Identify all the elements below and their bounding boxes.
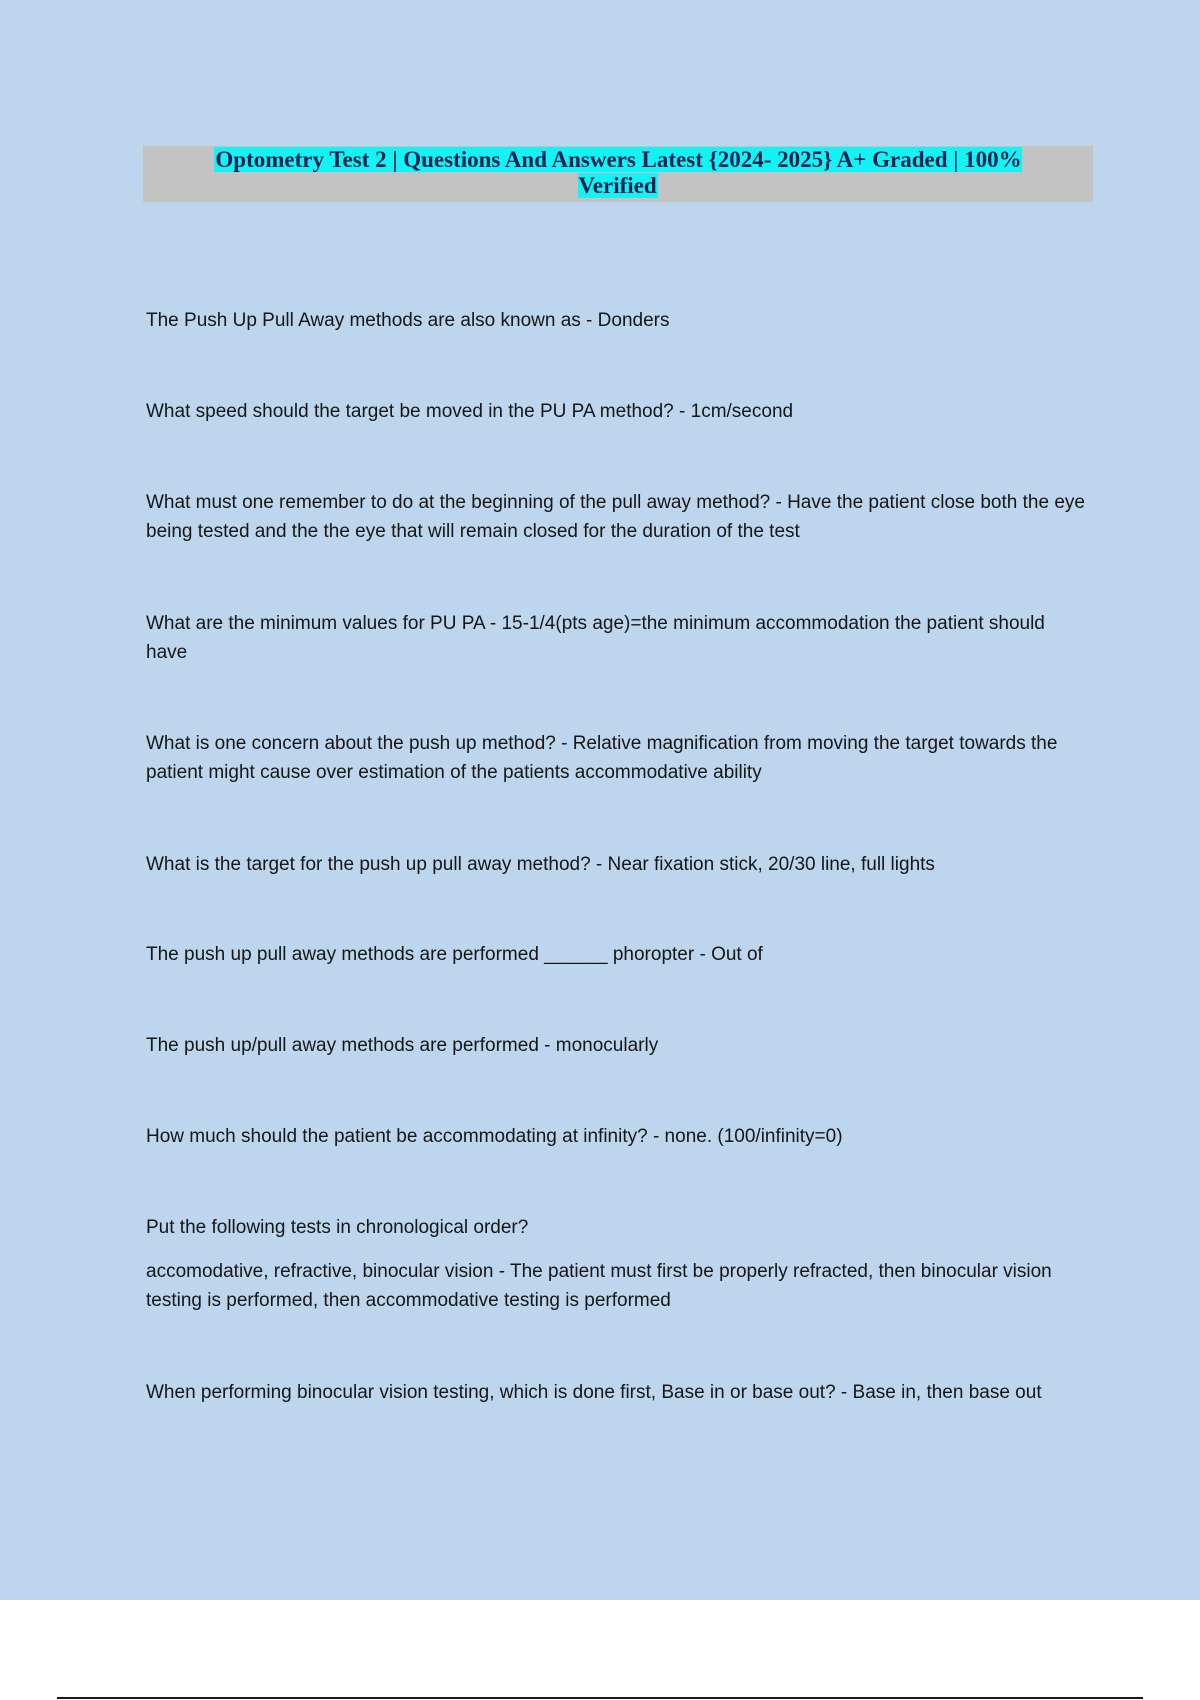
qa-item-4: What are the minimum values for PU PA - 15-1/4(pts age)=the minimum accommodation the patient should have bbox=[146, 613, 1045, 663]
qa-item-1: The Push Up Pull Away methods are also known as - Donders bbox=[146, 310, 670, 331]
qa-item-11: When performing binocular vision testing, which is done first, Base in or base out? - Base in, then base out bbox=[146, 1382, 1042, 1403]
qa-item-8: The push up/pull away methods are performed - monocularly bbox=[146, 1035, 659, 1056]
qa-item-3: What must one remember to do at the beginning of the pull away method? - Have the patient close both the eye being tested and the the eye that will remain closed for the duration of the test bbox=[146, 492, 1085, 542]
qa-item-2: What speed should the target be moved in the PU PA method? - 1cm/second bbox=[146, 401, 794, 422]
qa-item-6: What is the target for the push up pull away method? - Near fixation stick, 20/30 line, full lights bbox=[146, 854, 935, 875]
qa-item-7: The push up pull away methods are performed ______ phoropter - Out of bbox=[146, 944, 763, 965]
footer-divider bbox=[57, 1697, 1143, 1699]
qa-item-10-answer: accomodative, refractive, binocular vision - The patient must first be properly refracted, then binocular vision testing is performed, then accommodative testing is performed bbox=[146, 1261, 1052, 1311]
document-title: Optometry Test 2 | Questions And Answers Latest {2024- 2025} A+ Graded | 100% Verified bbox=[215, 147, 1022, 198]
qa-item-9: How much should the patient be accommodating at infinity? - none. (100/infinity=0) bbox=[146, 1126, 843, 1147]
qa-item-5: What is one concern about the push up method? - Relative magnification from moving the target towards the patient might cause over estimation of the patients accommodative ability bbox=[146, 733, 1058, 783]
qa-item-10-question: Put the following tests in chronological order? bbox=[146, 1217, 529, 1238]
title-bar bbox=[143, 146, 1093, 202]
